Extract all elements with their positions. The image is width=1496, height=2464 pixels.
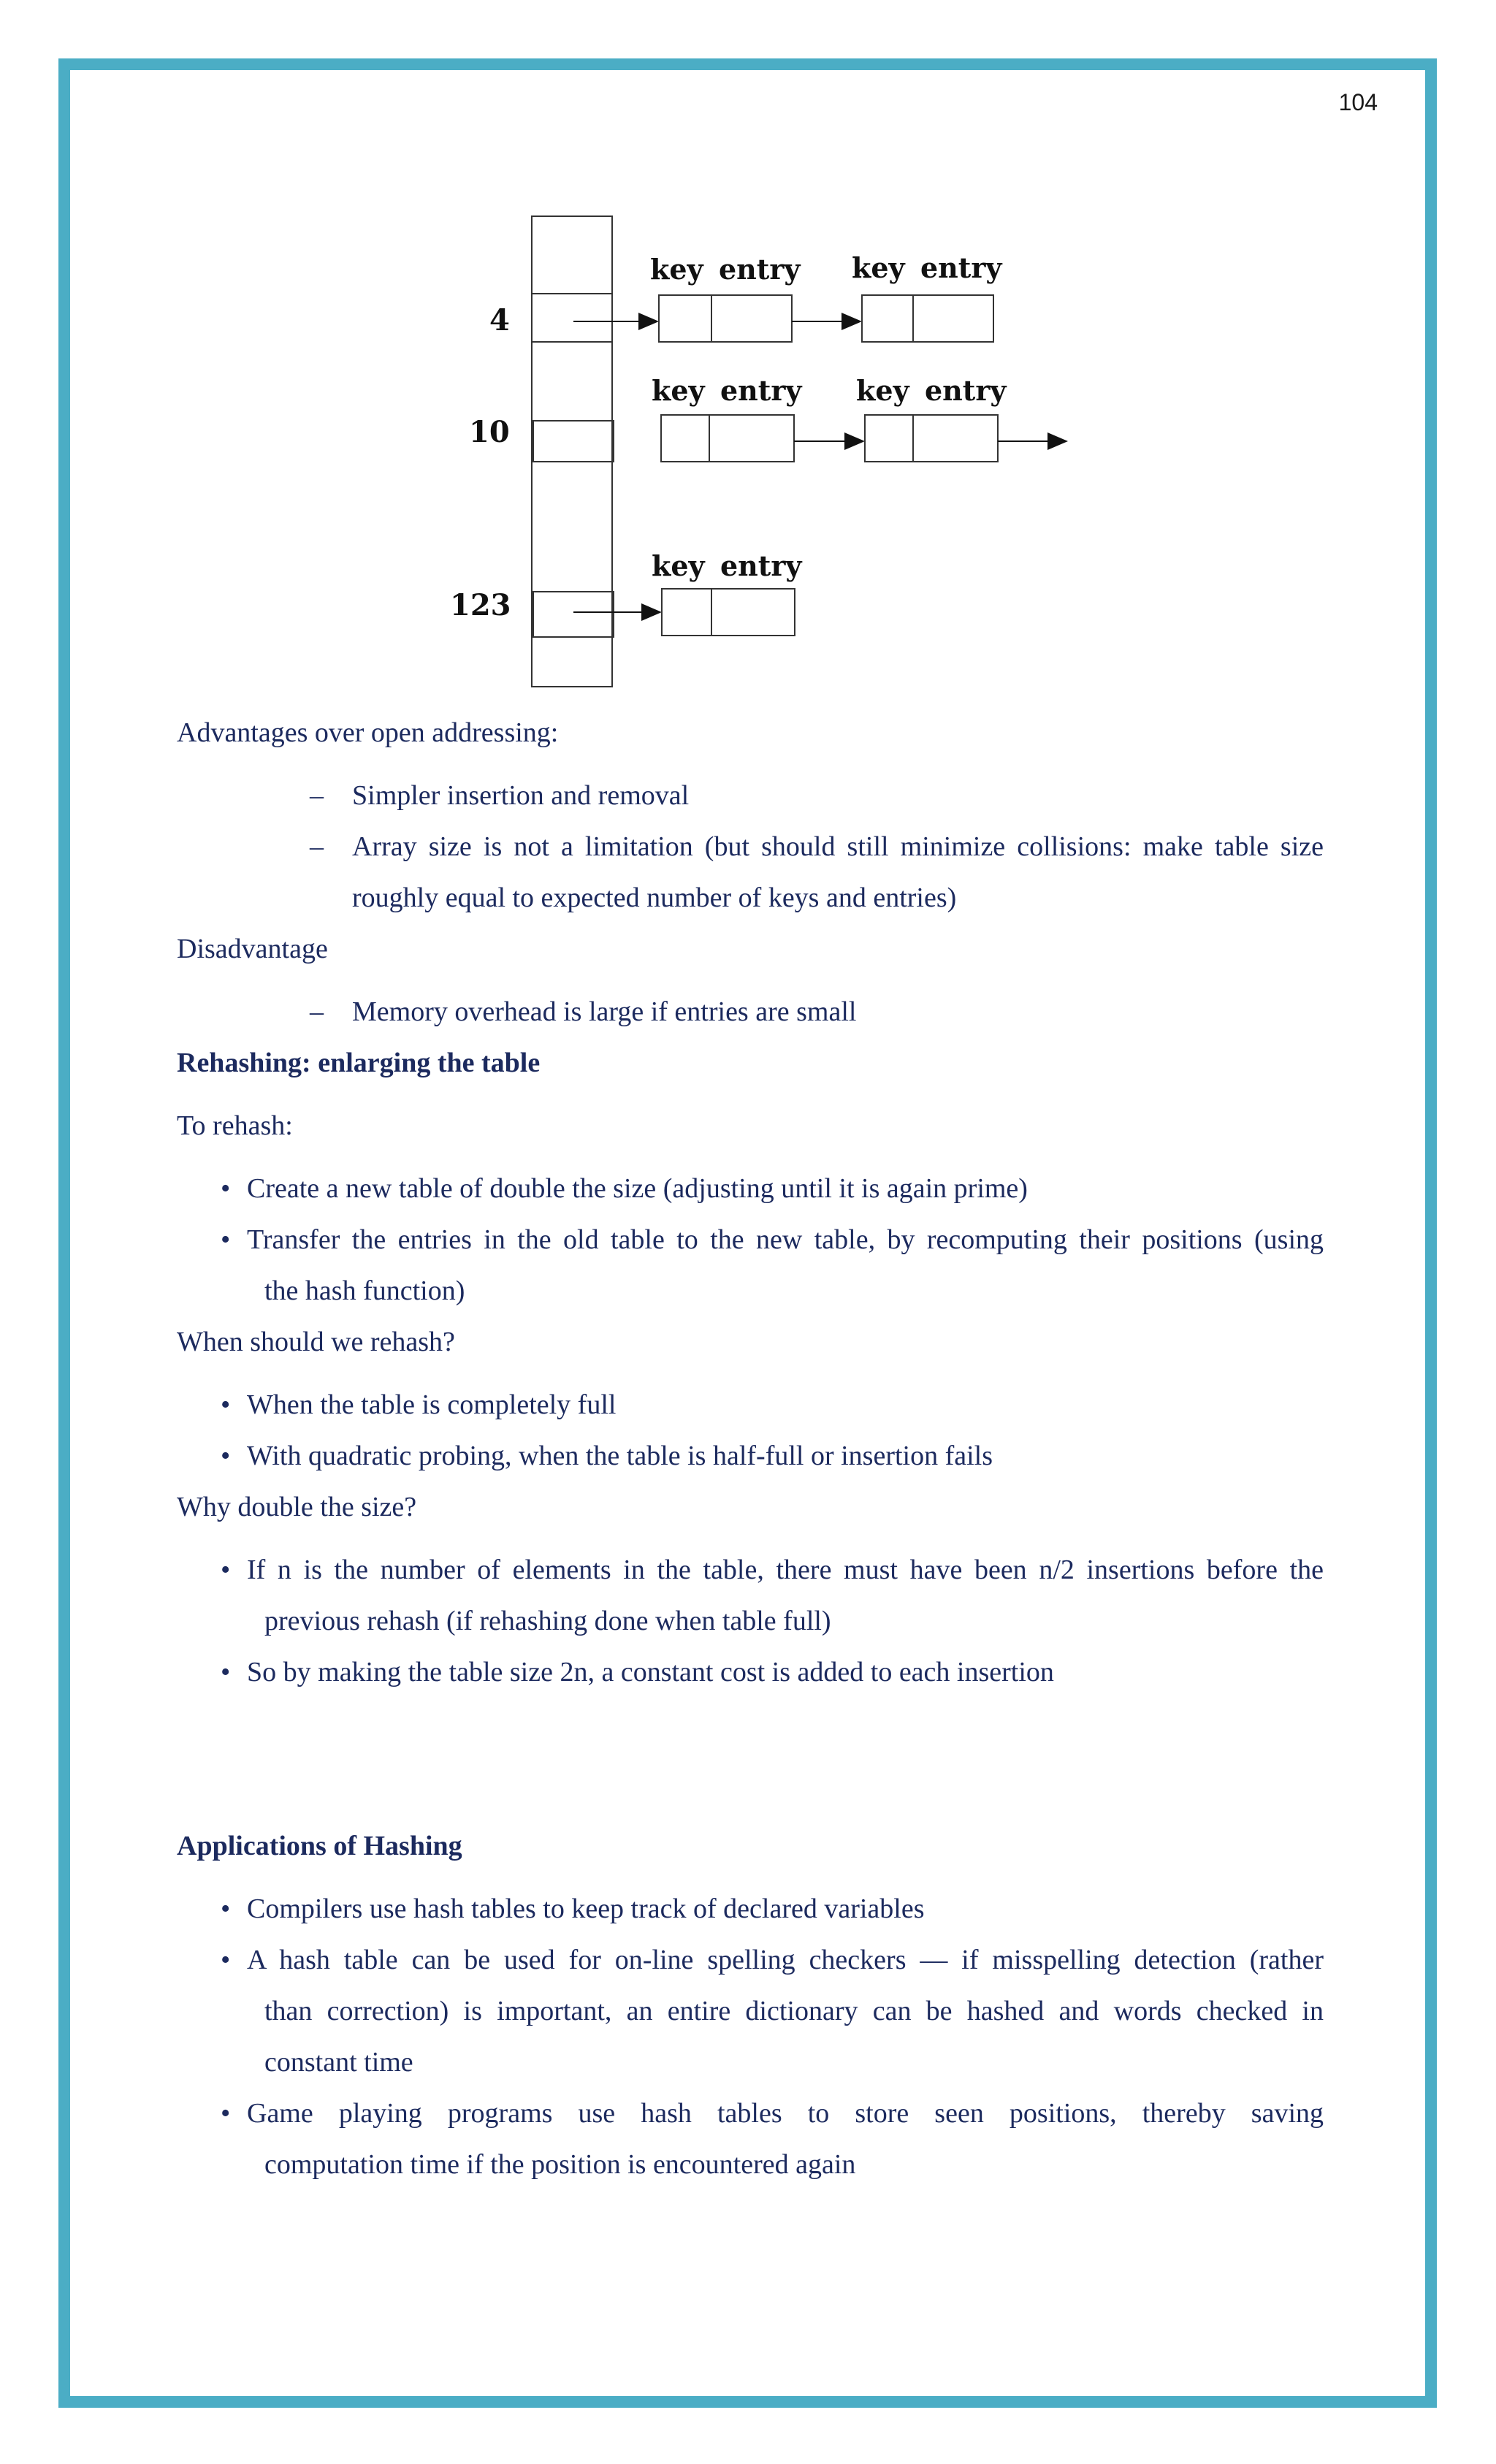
when-title: When should we rehash?: [177, 1327, 455, 1357]
advantages-title: Advantages over open addressing:: [177, 717, 559, 748]
key-label: key: [652, 374, 705, 407]
advantages-list: [177, 770, 1324, 923]
list-item: – Array size is not a limitation (but should still minimize collisions: make table size roughly equal to expected number of keys and entries): [352, 821, 1324, 923]
entry-label: entry: [925, 374, 1007, 407]
page-body: [177, 707, 1324, 2190]
disadvantage-title: Disadvantage: [177, 934, 328, 964]
row-label-10: 10: [469, 415, 510, 449]
applications-heading: Applications of Hashing: [177, 1831, 462, 1861]
chain-node: [661, 415, 709, 462]
key-label: key: [856, 374, 909, 407]
chain-node: [862, 295, 913, 342]
page-number: 104: [1338, 89, 1378, 115]
rehashing-heading: Rehashing: enlarging the table: [177, 1048, 541, 1078]
row-label-123: 123: [450, 588, 511, 622]
key-label: key: [650, 253, 703, 286]
disadvantages-list: [177, 986, 1324, 1037]
to-rehash-title: To rehash:: [177, 1110, 293, 1141]
why-title: Why double the size?: [177, 1492, 417, 1522]
key-label: key: [652, 549, 705, 582]
chain-node: [662, 589, 711, 636]
list-item: • Create a new table of double the size (adjusting until it is again prime): [247, 1163, 1324, 1214]
entry-label: entry: [719, 253, 801, 286]
to-rehash-list: [177, 1163, 1324, 1316]
list-item: • Transfer the entries in the old table to the new table, by recomputing their positions (using the hash function): [247, 1214, 1324, 1316]
chain-node: [659, 295, 711, 342]
list-item: • So by making the table size 2n, a constant cost is added to each insertion: [247, 1647, 1324, 1698]
row-label-4: 4: [489, 303, 510, 337]
entry-label: entry: [720, 374, 802, 407]
list-item: – Memory overhead is large if entries are small: [352, 986, 1324, 1037]
list-item: • Game playing programs use hash tables to store seen positions, thereby saving computation time if the position is encountered again: [247, 2088, 1324, 2190]
list-item: – Simpler insertion and removal: [352, 770, 1324, 821]
when-list: [177, 1379, 1324, 1481]
why-list: [177, 1544, 1324, 1698]
key-label: key: [852, 251, 905, 284]
list-item: • A hash table can be used for on-line spelling checkers — if misspelling detection (rather than correction) is important, an entire dictionary can be hashed and words checked in constant time: [247, 1934, 1324, 2088]
list-item: • If n is the number of elements in the table, there must have been n/2 insertions before the previous rehash (if rehashing done when table full): [247, 1544, 1324, 1647]
list-item: • When the table is completely full: [247, 1379, 1324, 1430]
applications-list: [177, 1883, 1324, 2190]
hash-table-array: [532, 216, 612, 687]
entry-label: entry: [920, 251, 1002, 284]
list-item: • With quadratic probing, when the table is half-full or insertion fails: [247, 1430, 1324, 1481]
hash-chaining-diagram: [438, 205, 1096, 694]
chain-node: [865, 415, 913, 462]
entry-label: entry: [720, 549, 802, 582]
list-item: • Compilers use hash tables to keep track of declared variables: [247, 1883, 1324, 1934]
